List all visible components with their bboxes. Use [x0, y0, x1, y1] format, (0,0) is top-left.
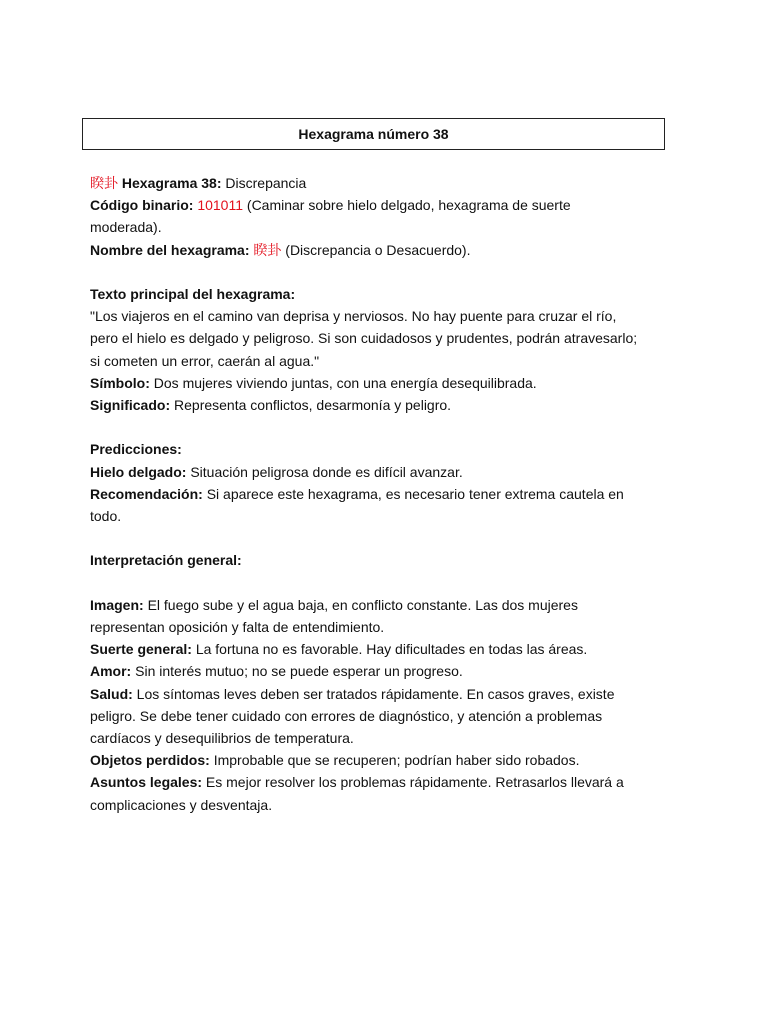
binary-code-label: Código binario: — [90, 197, 194, 214]
hexagram-line — [90, 172, 672, 194]
legal-matters-line-cont — [90, 794, 672, 816]
meaning-value: Representa conflictos, desarmonía y peligro. — [174, 397, 452, 414]
spacer — [90, 261, 672, 283]
hexagram-label: Hexagrama 38: — [121, 175, 222, 191]
binary-code-line — [90, 194, 672, 216]
love-label: Amor: — [90, 663, 132, 680]
health-value: Los síntomas leves deben ser tratados rápidamente. En casos graves, existe — [136, 685, 615, 702]
image-value-cont: representan oposición y falta de entendimiento. — [90, 619, 385, 635]
lost-objects-line — [90, 749, 672, 771]
lost-objects-label: Objetos perdidos: — [90, 752, 210, 769]
legal-matters-value-cont: complicaciones y desventaja. — [90, 796, 273, 813]
lost-objects-value: Improbable que se recuperen; podrían haber sido robados. — [213, 752, 580, 769]
general-luck-label: Suerte general: — [90, 641, 192, 658]
hexagram-name-line — [90, 239, 672, 261]
health-line-cont — [90, 705, 672, 727]
document-body — [90, 172, 672, 816]
recommendation-value-cont: todo. — [90, 508, 122, 525]
hexagram-glyph: 睽卦 — [90, 175, 118, 191]
thin-ice-label: Hielo delgado: — [90, 463, 187, 480]
hexagram-value: Discrepancia — [225, 175, 307, 191]
meaning-label: Significado: — [90, 397, 171, 414]
health-line-cont — [90, 727, 672, 749]
spacer — [90, 416, 672, 438]
image-value: El fuego sube y el agua baja, en conflicto constante. Las dos mujeres — [147, 596, 578, 613]
hexagram-name-label: Nombre del hexagrama: — [90, 241, 250, 258]
health-value-cont: cardíacos y desequilibrios de temperatura. — [90, 730, 354, 747]
binary-code-line-cont — [90, 216, 672, 238]
image-line-cont — [90, 616, 672, 638]
love-line — [90, 660, 672, 682]
recommendation-value: Si aparece este hexagrama, es necesario tener extrema cautela en — [206, 485, 624, 502]
legal-matters-value: Es mejor resolver los problemas rápidamente. Retrasarlos llevará a — [205, 774, 624, 791]
hexagram-name-value: (Discrepancia o Desacuerdo). — [285, 241, 471, 258]
health-label: Salud: — [90, 685, 133, 702]
hexagram-name-glyph: 睽卦 — [253, 241, 282, 258]
legal-matters-label: Asuntos legales: — [90, 774, 203, 791]
spacer — [90, 572, 672, 594]
quote-line: "Los viajeros en el camino van deprisa y nerviosos. No hay puente para cruzar el río, — [90, 308, 617, 325]
symbol-line — [90, 372, 672, 394]
binary-code-description-cont: moderada). — [90, 219, 162, 236]
meaning-line — [90, 394, 672, 416]
image-line — [90, 594, 672, 616]
symbol-label: Símbolo: — [90, 374, 150, 391]
general-luck-line — [90, 638, 672, 660]
recommendation-label: Recomendación: — [90, 485, 203, 502]
legal-matters-line — [90, 771, 672, 793]
health-line — [90, 683, 672, 705]
binary-code-value: 101011 — [197, 197, 244, 214]
document-title-box — [82, 118, 665, 150]
quote-line: pero el hielo es delgado y peligroso. Si son cuidadosos y prudentes, podrán atravesarlo; — [90, 330, 638, 347]
binary-code-description: (Caminar sobre hielo delgado, hexagrama de suerte — [246, 197, 571, 214]
document-title: Hexagrama número 38 — [298, 126, 449, 142]
quote-line: si cometen un error, caerán al agua." — [90, 352, 320, 369]
general-luck-value: La fortuna no es favorable. Hay dificultades en todas las áreas. — [195, 641, 588, 658]
recommendation-line — [90, 483, 672, 505]
recommendation-line-cont — [90, 505, 672, 527]
thin-ice-line — [90, 461, 672, 483]
thin-ice-value: Situación peligrosa donde es difícil avanzar. — [190, 463, 463, 480]
predictions-heading: Predicciones: — [90, 441, 182, 458]
image-label: Imagen: — [90, 596, 144, 613]
love-value: Sin interés mutuo; no se puede esperar un progreso. — [135, 663, 463, 680]
health-value-cont: peligro. Se debe tener cuidado con errores de diagnóstico, y atención a problemas — [90, 707, 603, 724]
interpretation-heading: Interpretación general: — [90, 552, 242, 569]
spacer — [90, 527, 672, 549]
main-text-heading: Texto principal del hexagrama: — [90, 286, 296, 302]
symbol-value: Dos mujeres viviendo juntas, con una energía desequilibrada. — [153, 374, 537, 391]
